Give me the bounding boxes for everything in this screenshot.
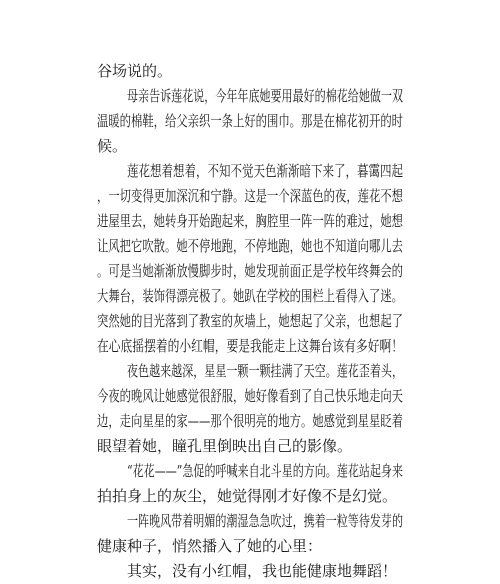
text-line: 谷场说的。 — [97, 62, 173, 80]
text-line: 拍拍身上的灰尘，她觉得刚才好像不是幻觉。 — [97, 487, 398, 505]
text-line: 今夜的晚风让她感觉很舒服，她好像看到了自己快乐地走向天 — [97, 387, 403, 405]
text-line: 让风把它吹散。她不停地跑，不停地跑，她也不知道向哪儿去 — [97, 237, 403, 255]
text-line: ，一切变得更加深沉和宁静。这是一个深蓝色的夜，莲花不想 — [97, 187, 403, 205]
text-line: 夜色越来越深，星星一颗一颗挂满了天空。莲花歪着头， — [127, 362, 404, 380]
text-line: 边，走向星星的家——那个很明亮的地方。她感觉到星星眨着 — [97, 412, 403, 430]
text-line: 候。 — [97, 137, 128, 155]
text-line: 一阵晚风带着明媚的潮湿急急吹过，携着一粒等待发芽的 — [127, 512, 404, 530]
text-line: 健康种子，悄然播入了她的心里： — [97, 537, 323, 555]
text-line: 其实，没有小红帽，我也能健康地舞蹈！ — [127, 562, 398, 580]
text-line: 大舞台，装饰得漂亮极了。她趴在学校的围栏上看得入了迷。 — [97, 287, 403, 305]
text-line: 温暖的棉鞋，给父亲织一条上好的围巾。那是在棉花初开的时 — [97, 112, 403, 130]
text-line: 莲花想着想着，不知不觉天色渐渐暗下来了，暮霭四起 — [127, 162, 403, 180]
text-line: “花花——”急促的呼喊来自北斗星的方向。莲花站起身来 — [127, 462, 403, 480]
text-line: 眼望着她，瞳孔里倒映出自己的影像。 — [97, 437, 353, 455]
text-line: 母亲告诉莲花说，今年年底她要用最好的棉花给她做一双 — [127, 87, 404, 105]
text-line: 进屋里去，她转身开始跑起来，胸腔里一阵一阵的难过，她想 — [97, 212, 403, 230]
text-line: 突然她的目光落到了教室的灰墙上，她想起了父亲，也想起了 — [97, 312, 403, 330]
text-line: 在心底摇摆着的小红帽，要是我能走上这舞台该有多好啊！ — [97, 337, 404, 355]
text-line: 。可是当她渐渐放慢脚步时，她发现前面正是学校年终舞会的 — [97, 262, 403, 280]
